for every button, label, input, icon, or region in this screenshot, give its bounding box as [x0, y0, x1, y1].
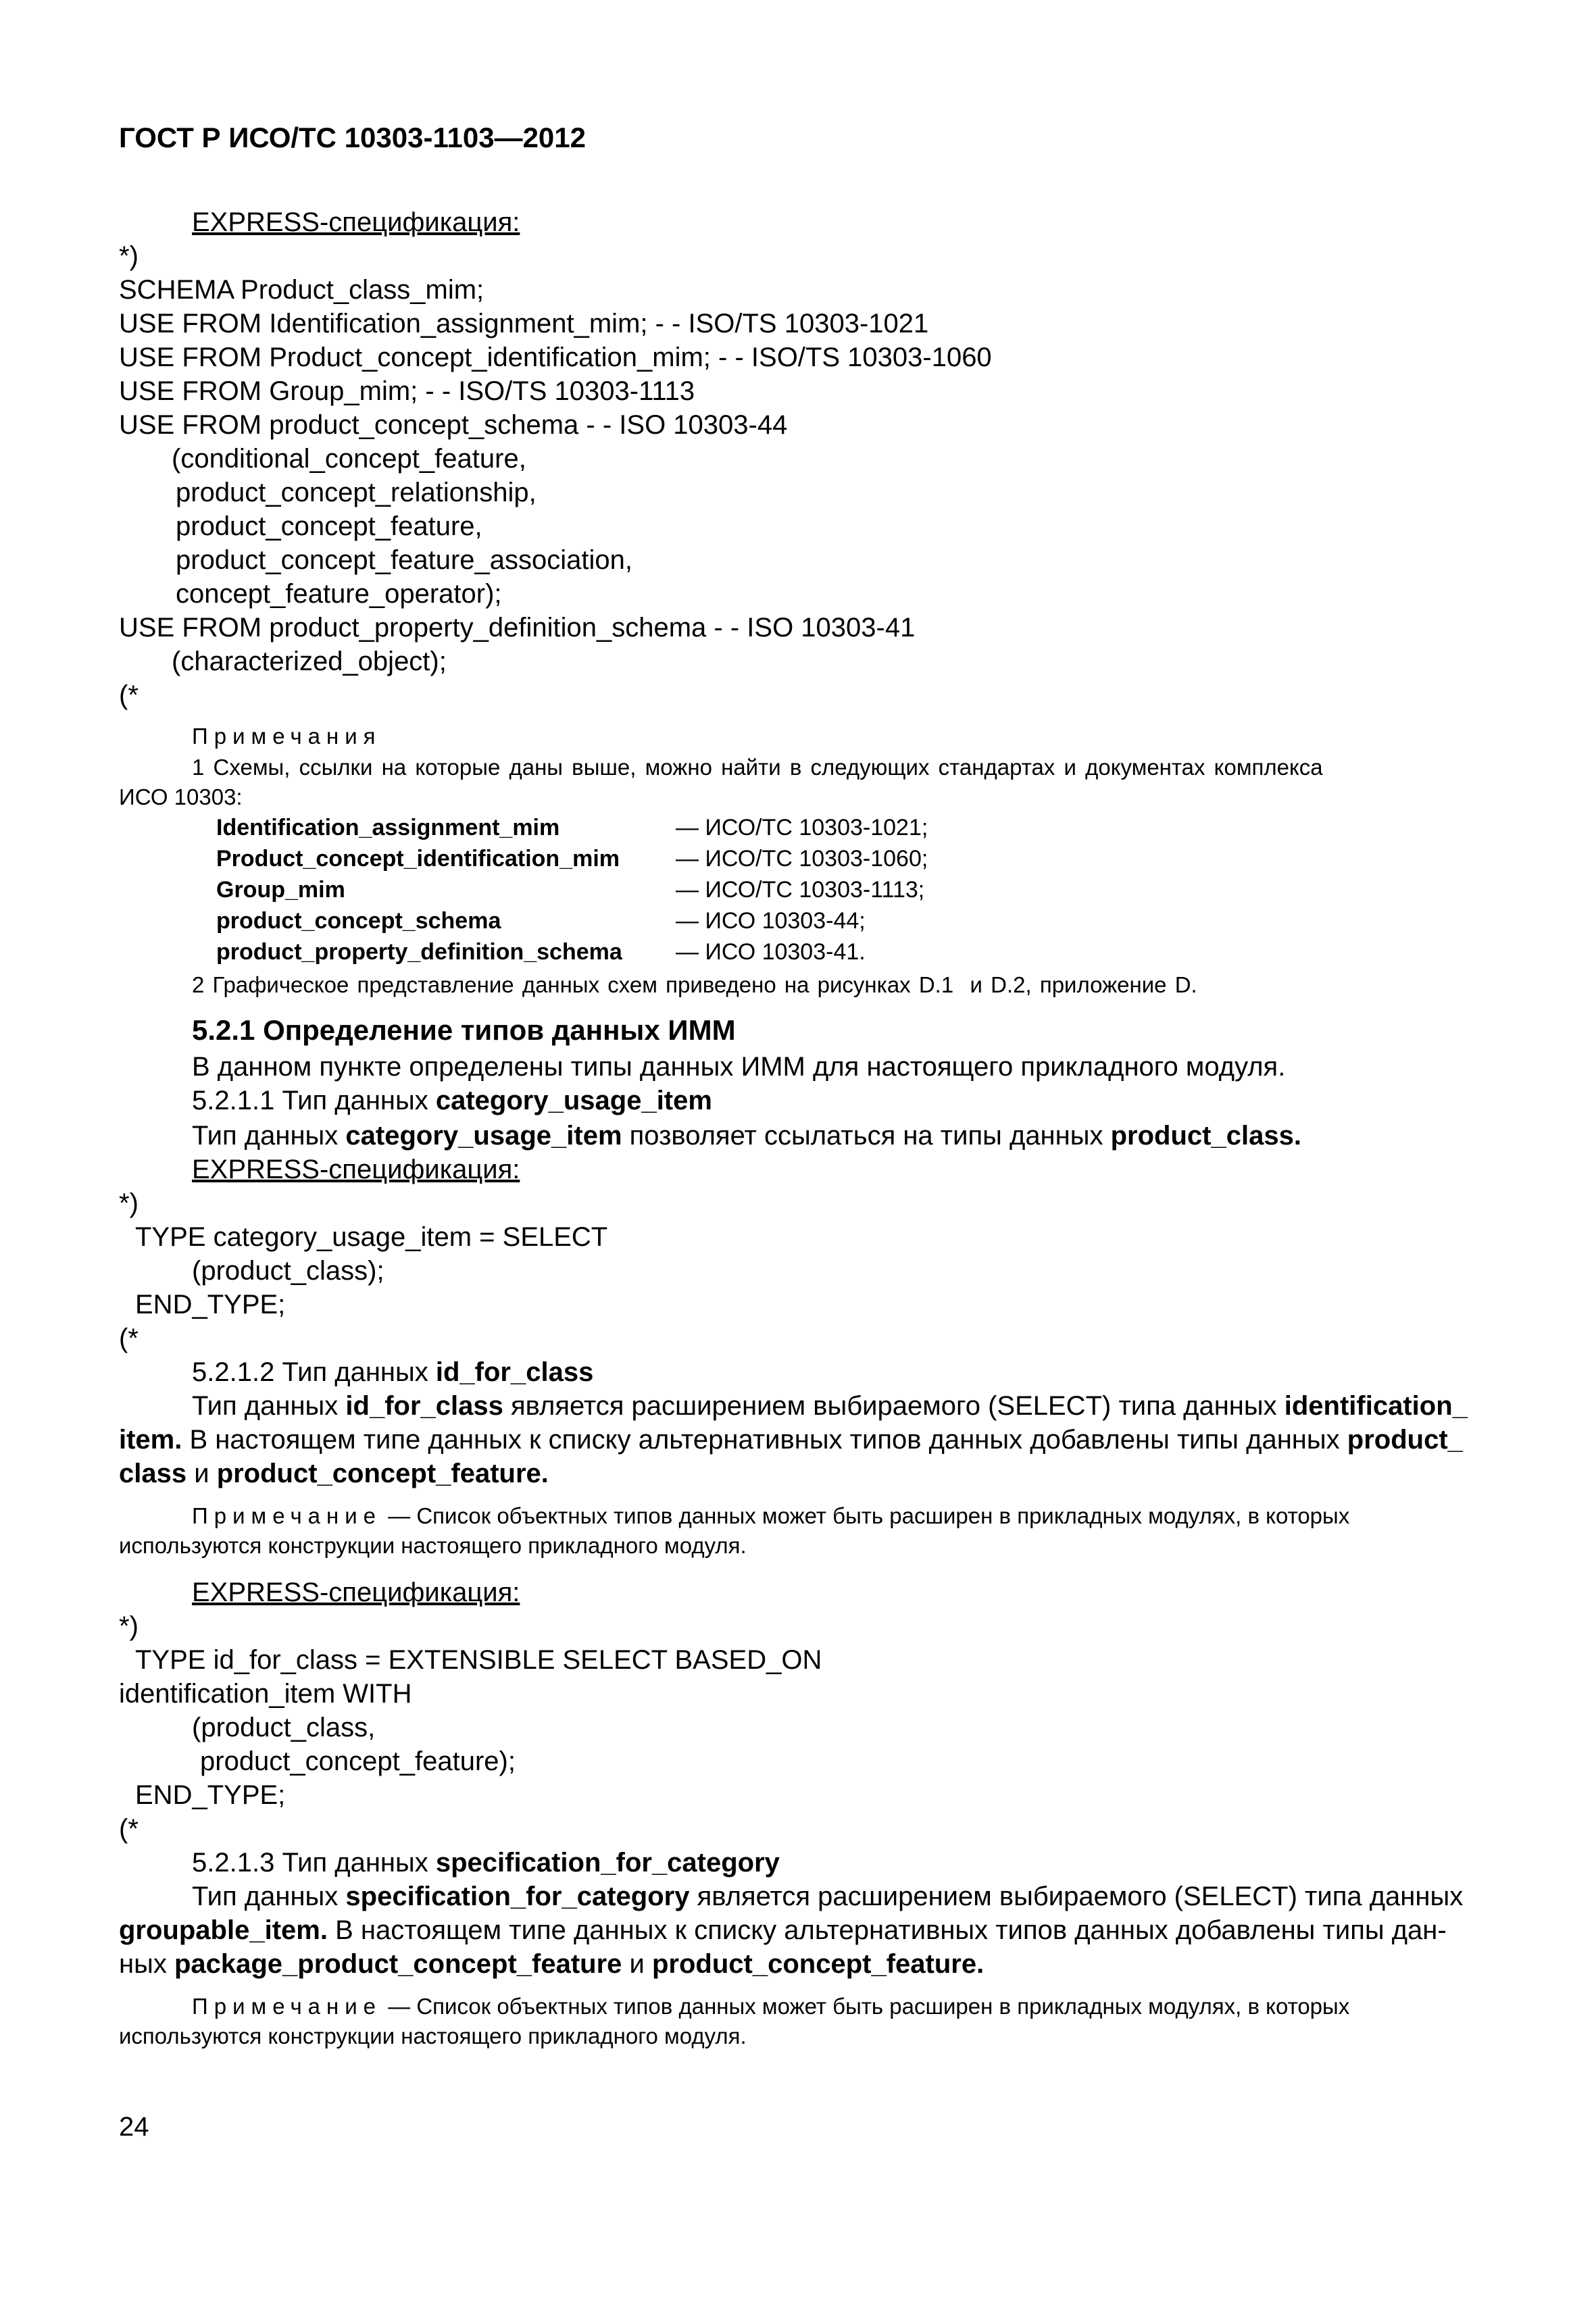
paragraph: Тип данных category_usage_item позволяет ссылаться на типы данных product_class. [192, 1121, 1301, 1151]
ref-standard: — ИСО 10303-41. [676, 939, 866, 965]
ref-schema-name: product_concept_schema [216, 908, 501, 934]
express-label: EXPRESS-спецификация: [192, 1578, 520, 1607]
code-line: concept_feature_operator); [176, 579, 502, 609]
code-line: product_concept_feature, [176, 511, 482, 541]
subsection-title: 5.2.1.3 Тип данных specification_for_category [192, 1848, 780, 1878]
code-line: USE FROM product_concept_schema - - ISO 10303-44 [119, 410, 788, 440]
ref-standard: — ИСО 10303-44; [676, 908, 866, 934]
code-line: USE FROM Product_concept_identification_mim; - - ISO/TS 10303-1060 [119, 343, 992, 372]
subsection-title: 5.2.1.2 Тип данных id_for_class [192, 1357, 594, 1387]
code-line: (product_class); [192, 1256, 384, 1286]
subsection-title: 5.2.1.1 Тип данных category_usage_item [192, 1086, 712, 1115]
code-close: (* [119, 1814, 139, 1844]
note-text: 1 Схемы, ссылки на которые даны выше, можно найти в следующих стандартах и документах комплекса [192, 755, 1323, 780]
note-text: 2 Графическое представление данных схем приведено на рисунках D.1 и D.2, приложение D. [192, 972, 1197, 997]
code-line: TYPE category_usage_item = SELECT [135, 1222, 608, 1252]
note-text: Примечание — Список объектных типов данных может быть расширен в прикладных модулях, в которых [192, 1503, 1350, 1528]
page-header: ГОСТ Р ИСО/ТС 10303-1103—2012 [119, 122, 587, 153]
ref-standard: — ИСО/ТС 10303-1060; [676, 846, 928, 872]
code-open: *) [119, 1611, 139, 1641]
code-line: USE FROM Identification_assignment_mim; - - ISO/TS 10303-1021 [119, 309, 929, 338]
ref-standard: — ИСО/ТС 10303-1021; [676, 815, 928, 840]
ref-schema-name: product_property_definition_schema [216, 939, 622, 965]
express-label: EXPRESS-спецификация: [192, 207, 520, 237]
code-line: END_TYPE; [135, 1290, 286, 1319]
ref-schema-name: Identification_assignment_mim [216, 815, 560, 840]
paragraph-line: Тип данных id_for_class является расширением выбираемого (SELECT) типа данных identification_ [192, 1391, 1468, 1421]
ref-schema-name: Group_mim [216, 877, 345, 903]
note-text: используются конструкции настоящего прикладного модуля. [119, 2023, 747, 2048]
paragraph-line: ных package_product_concept_feature и product_concept_feature. [119, 1949, 984, 1979]
note-text: используются конструкции настоящего прикладного модуля. [119, 1533, 747, 1558]
code-line: SCHEMA Product_class_mim; [119, 275, 484, 305]
note-text: Примечание — Список объектных типов данных может быть расширен в прикладных модулях, в которых [192, 1994, 1350, 2019]
page-number: 24 [119, 2112, 149, 2142]
code-line: TYPE id_for_class = EXTENSIBLE SELECT BASED_ON [135, 1645, 822, 1675]
note-text: ИСО 10303: [119, 784, 243, 809]
paragraph-line: class и product_concept_feature. [119, 1459, 549, 1488]
code-line: END_TYPE; [135, 1780, 286, 1810]
express-label: EXPRESS-спецификация: [192, 1155, 520, 1184]
code-line: (product_class, [192, 1713, 376, 1742]
code-line: (conditional_concept_feature, [172, 444, 526, 474]
code-close: (* [119, 1324, 139, 1353]
code-line: product_concept_relationship, [176, 478, 537, 507]
code-line: product_concept_feature_association, [176, 545, 633, 575]
code-line: (characterized_object); [172, 647, 447, 676]
ref-standard: — ИСО/ТС 10303-1113; [676, 877, 925, 903]
paragraph-line: groupable_item. В настоящем типе данных к списку альтернативных типов данных добавлены типы дан- [119, 1915, 1447, 1945]
paragraph-line: item. В настоящем типе данных к списку альтернативных типов данных добавлены типы данных product_ [119, 1425, 1463, 1455]
section-title: 5.2.1 Определение типов данных ИММ [192, 1014, 736, 1046]
code-line: USE FROM Group_mim; - - ISO/TS 10303-1113 [119, 376, 695, 406]
code-line: product_concept_feature); [200, 1746, 516, 1776]
code-open: *) [119, 1188, 139, 1218]
paragraph-line: Тип данных specification_for_category является расширением выбираемого (SELECT) типа данных [192, 1882, 1464, 1911]
code-line: USE FROM product_property_definition_schema - - ISO 10303-41 [119, 613, 916, 643]
notes-title: Примечания [192, 724, 382, 749]
code-open: *) [119, 241, 139, 271]
code-line: identification_item WITH [119, 1679, 412, 1709]
ref-schema-name: Product_concept_identification_mim [216, 846, 620, 872]
code-close: (* [119, 680, 139, 710]
paragraph: В данном пункте определены типы данных ИММ для настоящего прикладного модуля. [192, 1052, 1286, 1082]
